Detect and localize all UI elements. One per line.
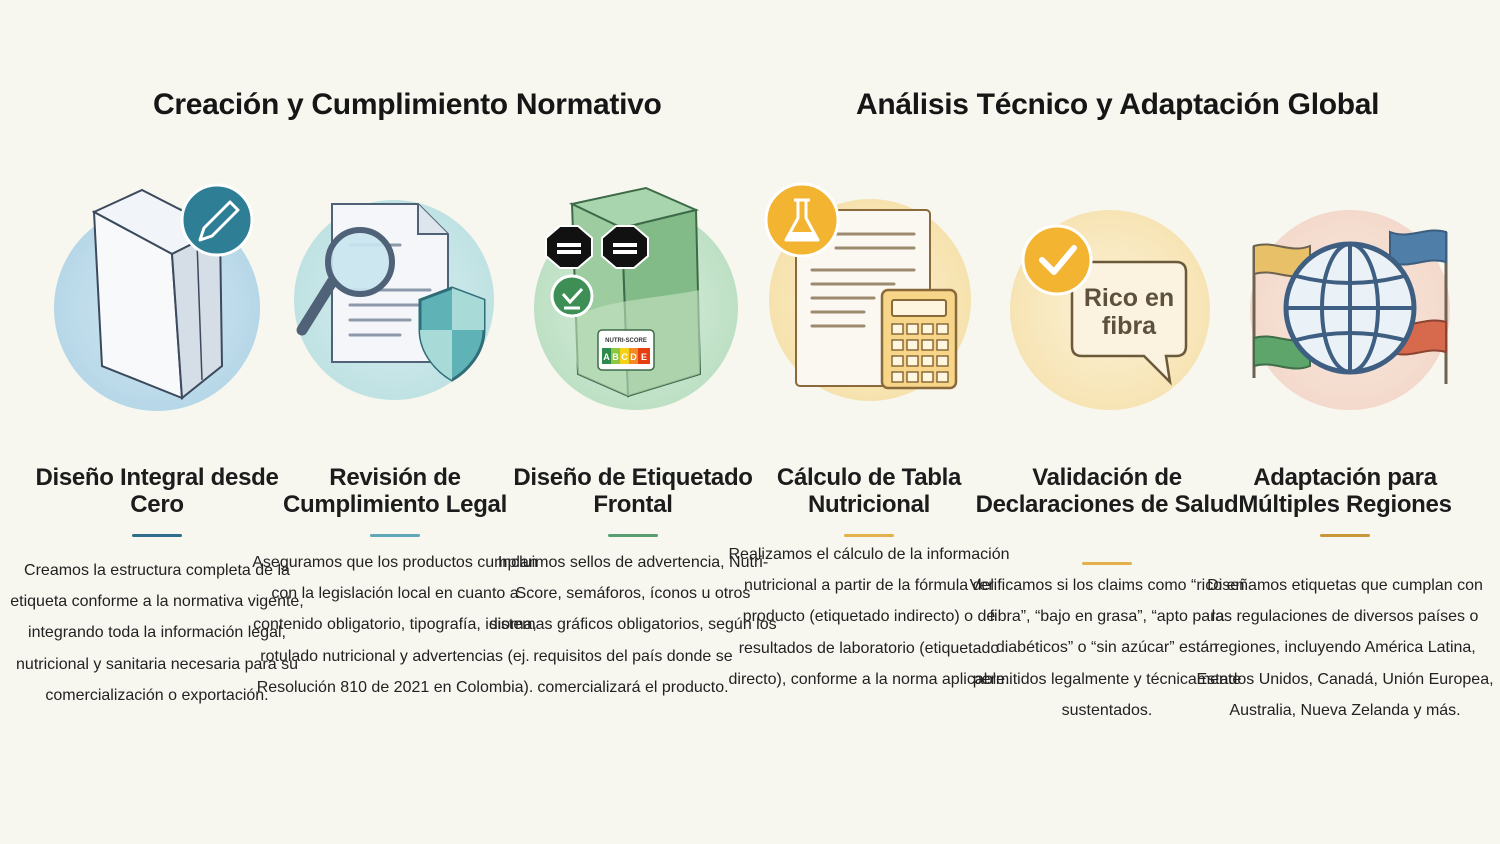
service-title: Revisión de Cumplimiento Legal <box>283 464 507 518</box>
service-description: Creamos la estructura completa de la etiqueta conforme a la normativa vigente, integrando toda la información legal, nutricional y sanitaria necesaria para su comercialización o exportación. <box>10 562 304 704</box>
grade-d: D <box>630 352 637 362</box>
service-title: Diseño Integral desde Cero <box>35 464 279 518</box>
package-warning-seals-icon <box>508 170 758 420</box>
grade-a: A <box>603 352 610 362</box>
service-description: Verificamos si los claims como “rico en fibra”, “bajo en grasa”, “apto para diabéticos” o “sin azúcar” están permitidos legalmente y técnicamente sustentados. <box>969 577 1245 719</box>
title-divider <box>1082 562 1132 565</box>
section-title-creacion: Creación y Cumplimiento Normativo <box>153 88 662 121</box>
flask-document-calculator-icon <box>744 170 994 420</box>
service-description: Realizamos el cálculo de la información nutricional a partir de la fórmula del producto (etiquetado indirecto) o de resultados de laboratorio (etiquetado directo), conforme a la norma aplicable. <box>728 546 1010 688</box>
service-card-etiquetado-frontal <box>489 170 777 810</box>
service-card-multiples-regiones <box>1196 170 1494 810</box>
service-description: Aseguramos que los productos cumplan con la legislación local en cuanto a contenido obligatorio, tipografía, idioma, rotulado nutricional y advertencias (ej. Resolución 810 de 2021 en Colombia). <box>252 554 538 696</box>
nutri-score-label: NUTRI-SCORE <box>605 338 647 344</box>
grade-e: E <box>640 352 648 362</box>
document-magnifier-shield-icon <box>270 170 520 420</box>
box-pencil-icon <box>32 170 282 420</box>
title-divider <box>370 534 420 537</box>
grade-b: B <box>612 352 619 362</box>
service-title: Validación de Declaraciones de Salud <box>975 464 1239 518</box>
service-description: Diseñamos etiquetas que cumplan con las regulaciones de diversos países o regiones, incluyendo América Latina, Estados Unidos, Canadá, Unión Europea, Australia, Nueva Zelanda y más. <box>1196 577 1494 719</box>
globe-flags-icon <box>1220 170 1470 420</box>
service-description: Incluimos sellos de advertencia, Nutri-Score, semáforos, íconos u otros sistemas gráficos obligatorios, según los requisitos del país donde se comercializará el producto. <box>489 554 777 696</box>
service-card-diseno-integral <box>10 170 304 810</box>
service-title: Adaptación para Múltiples Regiones <box>1238 464 1452 518</box>
grade-c: C <box>621 352 628 362</box>
section-title-analisis: Análisis Técnico y Adaptación Global <box>856 88 1380 121</box>
service-title: Cálculo de Tabla Nutricional <box>776 464 962 518</box>
title-divider <box>132 534 182 537</box>
title-divider <box>608 534 658 537</box>
service-card-revision-legal <box>252 170 538 810</box>
service-title: Diseño de Etiquetado Frontal <box>513 464 753 518</box>
title-divider <box>1320 534 1370 537</box>
check-speech-bubble-icon <box>982 170 1232 420</box>
title-divider <box>844 534 894 537</box>
claim-bubble-text: Rico en fibra <box>1083 284 1175 340</box>
